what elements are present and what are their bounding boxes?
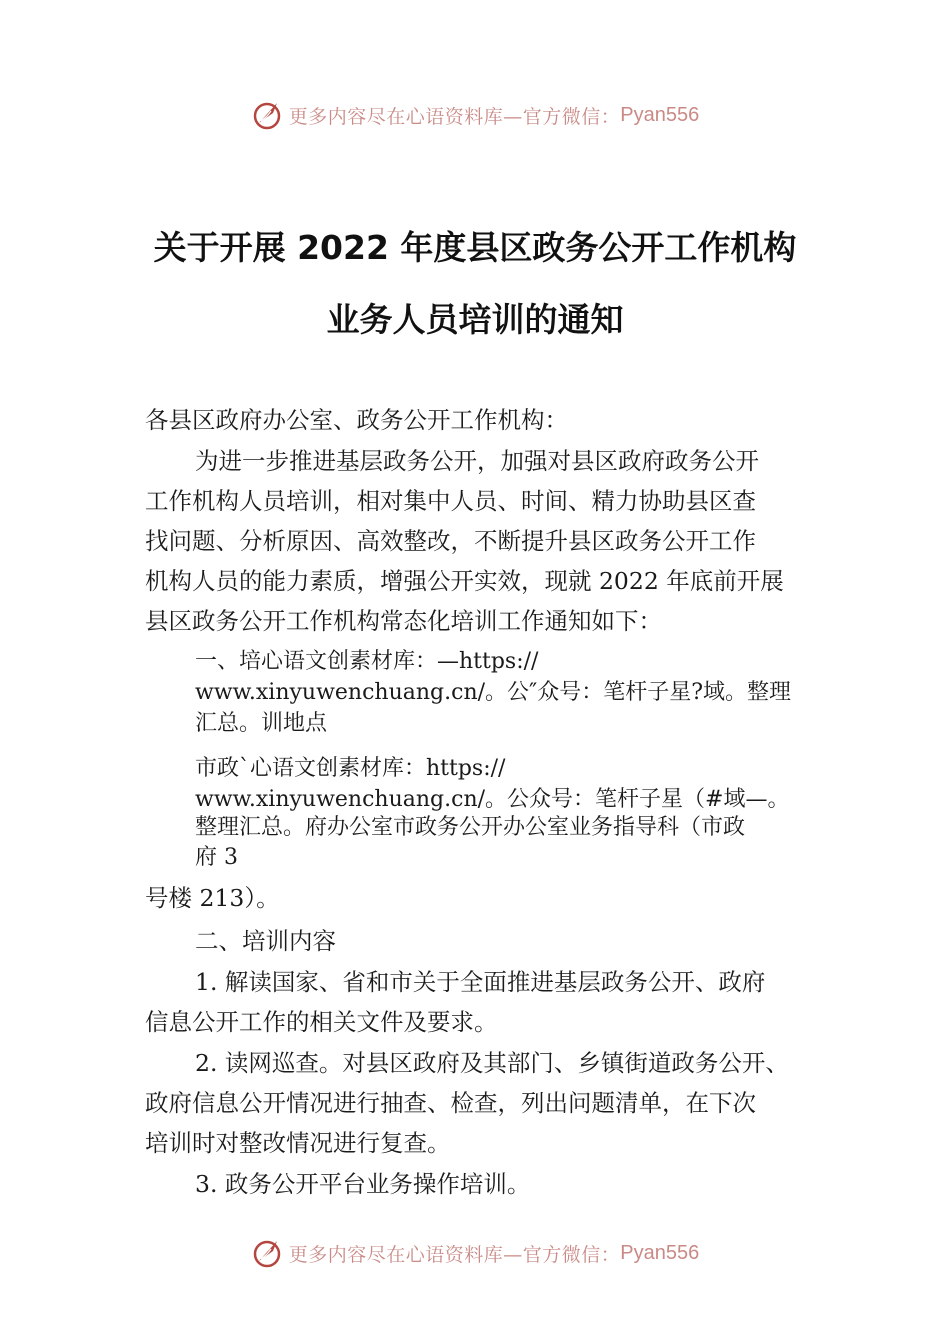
section1c-line: 号楼 213）。 <box>145 884 280 912</box>
section1b-line-3: 整理汇总。府办公室市政务公开办公室业务指导科（市政 <box>195 815 746 840</box>
section1b-line-2: www.xinyuwenchuang.cn/。公众号：笔杆子星（#域—。 <box>195 787 790 812</box>
intro-line-4: 机构人员的能力素质，增强公开实效，现就 2022 年底前开展 <box>145 567 784 595</box>
item1-line-1: 1. 解读国家、省和市关于全面推进基层政务公开、政府 <box>195 968 766 996</box>
watermark-footer <box>0 1233 950 1273</box>
watermark-header <box>0 95 950 135</box>
quill-logo-icon <box>251 99 283 131</box>
document-title-line-2: 业务人员培训的通知 <box>326 300 624 339</box>
salutation: 各县区政府办公室、政务公开工作机构： <box>145 406 568 434</box>
intro-line-2: 工作机构人员培训，相对集中人员、时间、精力协助县区查 <box>145 487 756 515</box>
item3-line: 3. 政务公开平台业务操作培训。 <box>195 1170 531 1198</box>
item2-line-1: 2. 读网巡查。对县区政府及其部门、乡镇街道政务公开、 <box>195 1049 789 1077</box>
intro-line-1: 为进一步推进基层政务公开，加强对县区政府政务公开 <box>195 447 759 475</box>
section1-line-3: 汇总。训地点 <box>195 711 328 736</box>
watermark-text: 更多内容尽在心语资料库—官方微信： <box>288 105 621 128</box>
intro-line-5: 县区政务公开工作机构常态化培训工作通知如下： <box>145 607 662 635</box>
item2-line-2: 政府信息公开情况进行抽查、检查，列出问题清单，在下次 <box>145 1089 756 1117</box>
intro-line-3: 找问题、分析原因、高效整改，不断提升县区政务公开工作 <box>145 527 756 555</box>
section1-line-1: 一、培心语文创素材库：—https:// <box>195 649 539 674</box>
watermark-id: Pyan556 <box>620 1241 700 1264</box>
watermark-id: Pyan556 <box>620 103 700 126</box>
watermark-text: 更多内容尽在心语资料库—官方微信： <box>288 1243 621 1266</box>
item2-line-3: 培训时对整改情况进行复查。 <box>145 1129 451 1157</box>
section1b-line-4: 府 3 <box>195 845 238 870</box>
item1-line-2: 信息公开工作的相关文件及要求。 <box>145 1008 498 1036</box>
section2-heading: 二、培训内容 <box>195 927 336 955</box>
quill-logo-icon <box>251 1237 283 1269</box>
section1b-line-1: 市政`心语文创素材库：https:// <box>195 756 506 781</box>
document-title-line-1: 关于开展 2022 年度县区政务公开工作机构 <box>153 228 797 267</box>
section1-line-2: www.xinyuwenchuang.cn/。公″众号：笔杆子星?域。整理 <box>195 680 792 705</box>
